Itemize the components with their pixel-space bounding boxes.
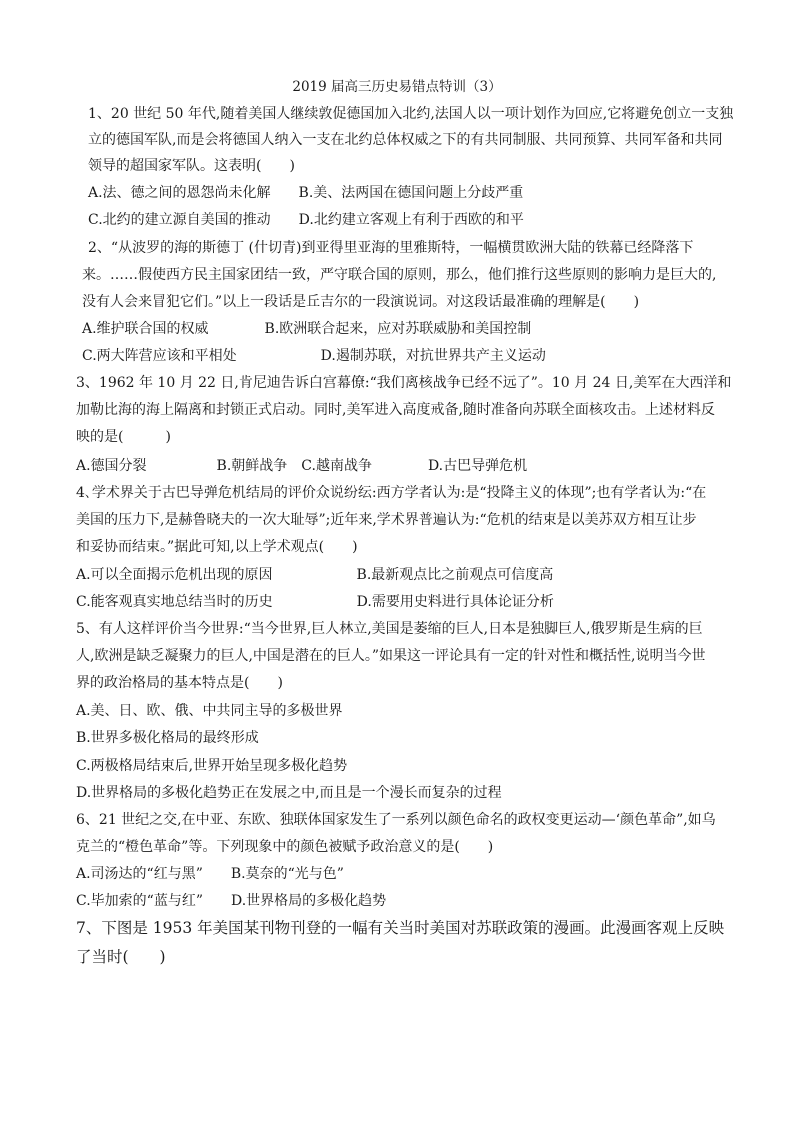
q3-text-line-2: 加勒比海的海上隔离和封锁正式启动。同时,美军进入高度戒备,随时准备向苏联全面核攻击。上述材料反 — [76, 402, 715, 418]
q4-option-line-2: C.能客观真实地总结当时的历史 D.需要用史料进行具体论证分析 — [76, 594, 554, 610]
q1-text-line-2: 立的德国军队,而是会将德国人纳入一支在北约总体权威之下的有共同制服、共同预算、共同军备和共同 — [88, 132, 723, 148]
q5-option-line-2: B.世界多极化格局的最终形成 — [76, 730, 259, 746]
q2-option-line-2: C.两大阵营应该和平相处 D.遏制苏联，对抗世界共产主义运动 — [82, 348, 546, 364]
q3-text-line-3: 映的是( ) — [76, 429, 171, 445]
q4-text-line-3: 和妥协而结束。”据此可知,以上学术观点( ) — [76, 539, 358, 555]
document-title: 2019 届高三历史易错点特训（3） — [292, 79, 502, 95]
q5-text-line-1: 5、有人这样评价当今世界:“当今世界,巨人林立,美国是萎缩的巨人,日本是独脚巨人,俄罗斯是生病的巨 — [76, 621, 703, 637]
q6-option-line-1: A.司汤达的“红与黑” B.莫奈的“光与色” — [76, 866, 344, 882]
q3-option-line-1: A.德国分裂 B.朝鲜战争 C.越南战争 D.古巴导弹危机 — [76, 458, 528, 474]
q1-text-line-3: 领导的超国家军队。这表明( ) — [88, 158, 295, 174]
q6-option-line-2: C.毕加索的“蓝与红” D.世界格局的多极化趋势 — [76, 893, 387, 909]
q2-option-line-1: A.维护联合国的权威 B.欧洲联合起来，应对苏联威胁和美国控制 — [82, 321, 532, 337]
q5-option-line-1: A.美、日、欧、俄、中共同主导的多极世界 — [76, 703, 343, 719]
q4-text-line-2: 美国的压力下,是赫鲁晓夫的一次大耻辱”;近年来,学术界普遍认为:“危机的结束是以美苏双方相互让步 — [76, 512, 697, 528]
q2-text-line-1: 2、“从波罗的海的斯德丁 (什切青)到亚得里亚海的里雅斯特，一幅横贯欧洲大陆的铁幕已经降落下 — [88, 240, 694, 256]
q4-option-line-1: A.可以全面揭示危机出现的原因 B.最新观点比之前观点可信度高 — [76, 567, 554, 583]
q7-text-line-2: 了当时( ) — [76, 948, 166, 966]
q7-text-line-1: 7、下图是 1953 年美国某刊物刊登的一幅有关当时美国对苏联政策的漫画。此漫画客观上反映 — [76, 919, 725, 937]
q2-text-line-3: 没有人会来冒犯它们。”以上一段话是丘吉尔的一段演说词。对这段话最准确的理解是( ) — [82, 294, 640, 310]
q1-text-line-1: 1、20 世纪 50 年代,随着美国人继续敦促德国加入北约,法国人以一项计划作为回应,它将避免创立一支独 — [88, 106, 734, 122]
q6-text-line-2: 克兰的“橙色革命”等。下列现象中的颜色被赋予政治意义的是( ) — [76, 839, 494, 855]
q4-text-line-1: 4､学术界关于古巴导弹危机结局的评价众说纷纭:西方学者认为:是“投降主义的体现”;也有学者认为:“在 — [76, 485, 707, 501]
q2-text-line-2: 来。……假使西方民主国家团结一致，严守联合国的原则，那么，他们推行这些原则的影响力是巨大的, — [82, 267, 717, 283]
q5-option-line-4: D.世界格局的多极化趋势正在发展之中,而且是一个漫长而复杂的过程 — [76, 785, 502, 801]
q5-option-line-3: C.两极格局结束后,世界开始呈现多极化趋势 — [76, 758, 348, 774]
q3-text-line-1: 3、1962 年 10 月 22 日,肯尼迪告诉白宫幕僚:“我们离核战争已经不远了”。10 月 24 日,美军在大西洋和 — [76, 375, 732, 391]
q5-text-line-3: 界的政治格局的基本特点是( ) — [76, 675, 283, 691]
q6-text-line-1: 6、21 世纪之交,在中亚、东欧、独联体国家发生了一系列以颜色命名的政权变更运动—‘颜色革命”,如乌 — [76, 812, 716, 828]
q1-option-line-2: C.北约的建立源自美国的推动 D.北约建立客观上有利于西欧的和平 — [88, 212, 524, 228]
q1-option-line-1: A.法、德之间的恩怨尚未化解 B.美、法两国在德国问题上分歧严重 — [88, 185, 524, 201]
q5-text-line-2: 人,欧洲是缺乏凝聚力的巨人,中国是潜在的巨人。”如果这一评论具有一定的针对性和概括性,说明当今世 — [76, 648, 706, 664]
